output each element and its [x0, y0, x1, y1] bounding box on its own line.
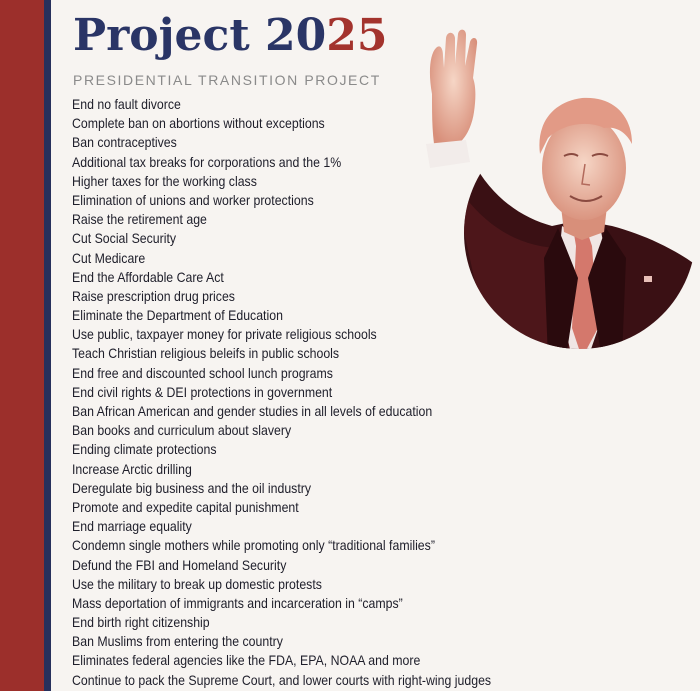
list-item: Continue to pack the Supreme Court, and lower courts with right-wing judges	[72, 671, 492, 688]
list-item: Elimination of unions and worker protections	[72, 191, 314, 208]
list-item: Defund the FBI and Homeland Security	[72, 556, 287, 573]
list-item: Use public, taxpayer money for private religious schools	[72, 326, 377, 343]
list-item: Ban Muslims from entering the country	[72, 633, 283, 650]
list-item: Teach Christian religious beleifs in public schools	[72, 345, 340, 362]
list-item: End marriage equality	[72, 518, 192, 535]
list-item: Use the military to break up domestic protests	[72, 575, 322, 592]
list-item: Promote and expedite capital punishment	[72, 498, 299, 515]
list-item: Cut Medicare	[72, 249, 146, 266]
list-item: Deregulate big business and the oil industry	[72, 479, 312, 496]
list-item: Ban African American and gender studies in all levels of education	[72, 403, 433, 419]
list-item: Additional tax breaks for corporations and the 1%	[72, 153, 342, 170]
page-subtitle: PRESIDENTIAL TRANSITION PROJECT	[73, 72, 381, 88]
list-item: Eliminate the Department of Education	[72, 307, 283, 324]
left-blue-stripe	[44, 0, 51, 691]
list-item: Increase Arctic drilling	[72, 460, 192, 477]
left-red-stripe	[0, 0, 44, 691]
list-item: Ban books and curriculum about slavery	[72, 422, 292, 439]
list-item: Mass deportation of immigrants and incarceration in “camps”	[72, 594, 403, 611]
list-item: Eliminates federal agencies like the FDA, EPA, NOAA and more	[72, 652, 421, 669]
list-item: Ending climate protections	[72, 441, 217, 458]
title-accent: 25	[326, 10, 388, 61]
list-item: End birth right citizenship	[72, 614, 210, 631]
title-main: Project 20	[73, 10, 327, 61]
list-item: Raise prescription drug prices	[72, 287, 235, 304]
list-item: End civil rights & DEI protections in government	[72, 383, 333, 400]
list-item: End free and discounted school lunch programs	[72, 364, 333, 381]
list-item: Ban contraceptives	[72, 134, 177, 151]
list-item: Condemn single mothers while promoting only “traditional families”	[72, 537, 435, 554]
page-title	[73, 6, 387, 66]
waving-man-portrait-icon	[412, 28, 700, 358]
list-item: Higher taxes for the working class	[72, 172, 257, 189]
list-item: End the Affordable Care Act	[72, 268, 224, 285]
list-item: Cut Social Security	[72, 230, 177, 247]
list-item: Complete ban on abortions without exceptions	[72, 115, 325, 132]
list-item: End no fault divorce	[72, 96, 181, 112]
list-item: Raise the retirement age	[72, 211, 207, 228]
